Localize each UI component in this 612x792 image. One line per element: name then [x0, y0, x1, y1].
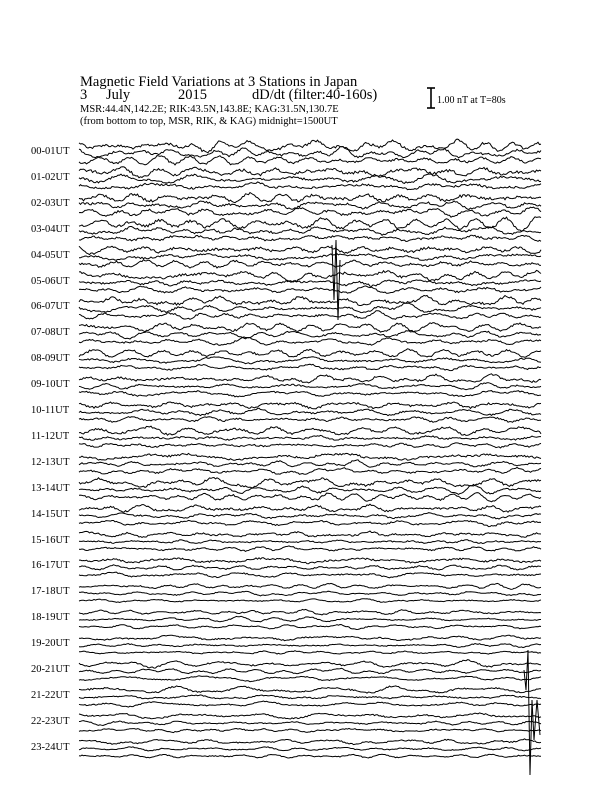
trace-msr-00-01ut — [79, 156, 541, 165]
trace-msr-11-12ut — [79, 443, 541, 448]
trace-rik-02-03ut — [79, 201, 541, 210]
hour-label-01-02ut: 01-02UT — [31, 171, 70, 183]
trace-msr-16-17ut — [79, 572, 541, 578]
trace-rik-08-09ut — [79, 357, 541, 364]
hour-label-23-24ut: 23-24UT — [31, 741, 70, 753]
trace-msr-06-07ut — [79, 311, 541, 320]
trace-kag-15-16ut — [79, 531, 541, 537]
trace-msr-20-21ut — [79, 676, 541, 682]
trace-msr-12-13ut — [79, 467, 541, 474]
date-month: July — [106, 87, 131, 103]
hour-label-06-07ut: 06-07UT — [31, 301, 70, 313]
scale-bar-label: 1.00 nT at T=80s — [437, 95, 506, 106]
trace-rik-15-16ut — [79, 540, 541, 544]
trace-rik-16-17ut — [79, 565, 541, 570]
hour-label-21-22ut: 21-22UT — [31, 689, 70, 701]
trace-group — [79, 139, 541, 775]
hour-label-19-20ut: 19-20UT — [31, 638, 70, 650]
hour-label-16-17ut: 16-17UT — [31, 560, 70, 572]
hour-label-02-03ut: 02-03UT — [31, 197, 70, 209]
date-year: 2015 — [178, 87, 207, 103]
trace-kag-14-15ut — [79, 504, 541, 512]
trace-kag-23-24ut — [79, 739, 541, 745]
trace-rik-12-13ut — [79, 460, 541, 467]
trace-msr-01-02ut — [79, 182, 541, 190]
trace-msr-14-15ut — [79, 520, 541, 526]
trace-rik-03-04ut — [79, 227, 541, 236]
trace-rik-04-05ut — [79, 254, 541, 261]
trace-rik-14-15ut — [79, 513, 541, 519]
date-and-measure-line — [80, 87, 377, 104]
trace-rik-22-23ut — [79, 721, 541, 726]
trace-kag-18-19ut — [79, 609, 541, 615]
trace-msr-09-10ut — [79, 391, 541, 397]
trace-msr-22-23ut — [79, 728, 541, 732]
trace-kag-21-22ut — [79, 686, 541, 693]
trace-rik-17-18ut — [79, 591, 541, 596]
trace-midday-spike — [332, 240, 340, 320]
trace-msr-21-22ut — [79, 701, 541, 707]
trace-msr-10-11ut — [79, 417, 541, 423]
hour-label-22-23ut: 22-23UT — [31, 715, 70, 727]
trace-rik-00-01ut — [79, 147, 541, 158]
hour-label-00-01ut: 00-01UT — [31, 146, 70, 157]
chart-title: Magnetic Field Variations at 3 Stations in Japan — [80, 74, 358, 90]
trace-rik-19-20ut — [79, 644, 541, 648]
trace-msr-18-19ut — [79, 625, 541, 630]
trace-msr-05-06ut — [79, 286, 541, 293]
trace-msr-13-14ut — [79, 493, 541, 502]
hour-label-11-12ut: 11-12UT — [31, 430, 70, 442]
hour-label-20-21ut: 20-21UT — [31, 664, 70, 675]
trace-rik-11-12ut — [79, 435, 541, 440]
hour-label-14-15ut: 14-15UT — [31, 508, 70, 520]
date-day: 3 — [80, 87, 88, 103]
hour-label-09-10ut: 09-10UT — [31, 379, 70, 391]
trace-kag-08-09ut — [79, 349, 541, 357]
hour-label-13-14ut: 13-14UT — [31, 482, 70, 494]
trace-kag-11-12ut — [79, 426, 541, 435]
scale-bar — [427, 88, 435, 108]
trace-kag-07-08ut — [79, 323, 541, 333]
trace-msr-19-20ut — [79, 651, 541, 654]
trace-rik-07-08ut — [79, 331, 541, 339]
trace-rik-20-21ut — [79, 668, 541, 673]
hour-label-03-04ut: 03-04UT — [31, 223, 70, 235]
hour-label-05-06ut: 05-06UT — [31, 275, 70, 287]
trace-kag-10-11ut — [79, 402, 541, 409]
trace-kag-17-18ut — [79, 583, 541, 589]
trace-rik-13-14ut — [79, 484, 541, 494]
trace-kag-20-21ut — [79, 660, 541, 668]
trace-rik-09-10ut — [79, 383, 541, 390]
trace-rik-05-06ut — [79, 280, 541, 287]
trace-kag-16-17ut — [79, 558, 541, 564]
trace-rik-21-22ut — [79, 695, 541, 699]
station-coordinates: MSR:44.4N,142.2E; RIK:43.5N,143.8E; KAG:31.5N,130.7E — [80, 104, 339, 115]
trace-kag-06-07ut — [79, 295, 541, 305]
trace-msr-08-09ut — [79, 364, 541, 370]
trace-kag-02-03ut — [79, 193, 541, 203]
trace-msr-03-04ut — [79, 235, 541, 241]
trace-rik-18-19ut — [79, 616, 541, 622]
trace-rik-10-11ut — [79, 408, 541, 415]
trace-kag-00-01ut — [79, 139, 541, 153]
trace-msr-15-16ut — [79, 546, 541, 552]
trace-kag-01-02ut — [79, 167, 541, 178]
trace-kag-05-06ut — [79, 270, 541, 282]
hour-label-15-16ut: 15-16UT — [31, 534, 70, 546]
measure-filter: dD/dt (filter:40-160s) — [252, 87, 378, 103]
hour-label-18-19ut: 18-19UT — [31, 612, 70, 624]
hour-label-08-09ut: 08-09UT — [31, 353, 70, 365]
trace-msr-23-24ut — [79, 754, 541, 758]
trace-msr-04-05ut — [79, 260, 541, 268]
trace-kag-09-10ut — [79, 374, 541, 383]
hour-label-04-05ut: 04-05UT — [31, 249, 70, 261]
hour-label-10-11ut: 10-11UT — [31, 405, 70, 416]
trace-msr-07-08ut — [79, 337, 541, 345]
trace-kag-22-23ut — [79, 713, 541, 719]
trace-kag-04-05ut — [79, 246, 541, 254]
trace-msr-17-18ut — [79, 599, 541, 603]
hour-label-07-08ut: 07-08UT — [31, 327, 70, 339]
trace-rik-23-24ut — [79, 747, 541, 751]
station-order-note: (from bottom to top, MSR, RIK, & KAG) midnight=1500UT — [80, 116, 338, 127]
hour-label-12-13ut: 12-13UT — [31, 456, 70, 468]
hour-label-17-18ut: 17-18UT — [31, 586, 70, 598]
trace-kag-12-13ut — [79, 453, 541, 460]
trace-kag-19-20ut — [79, 635, 541, 641]
